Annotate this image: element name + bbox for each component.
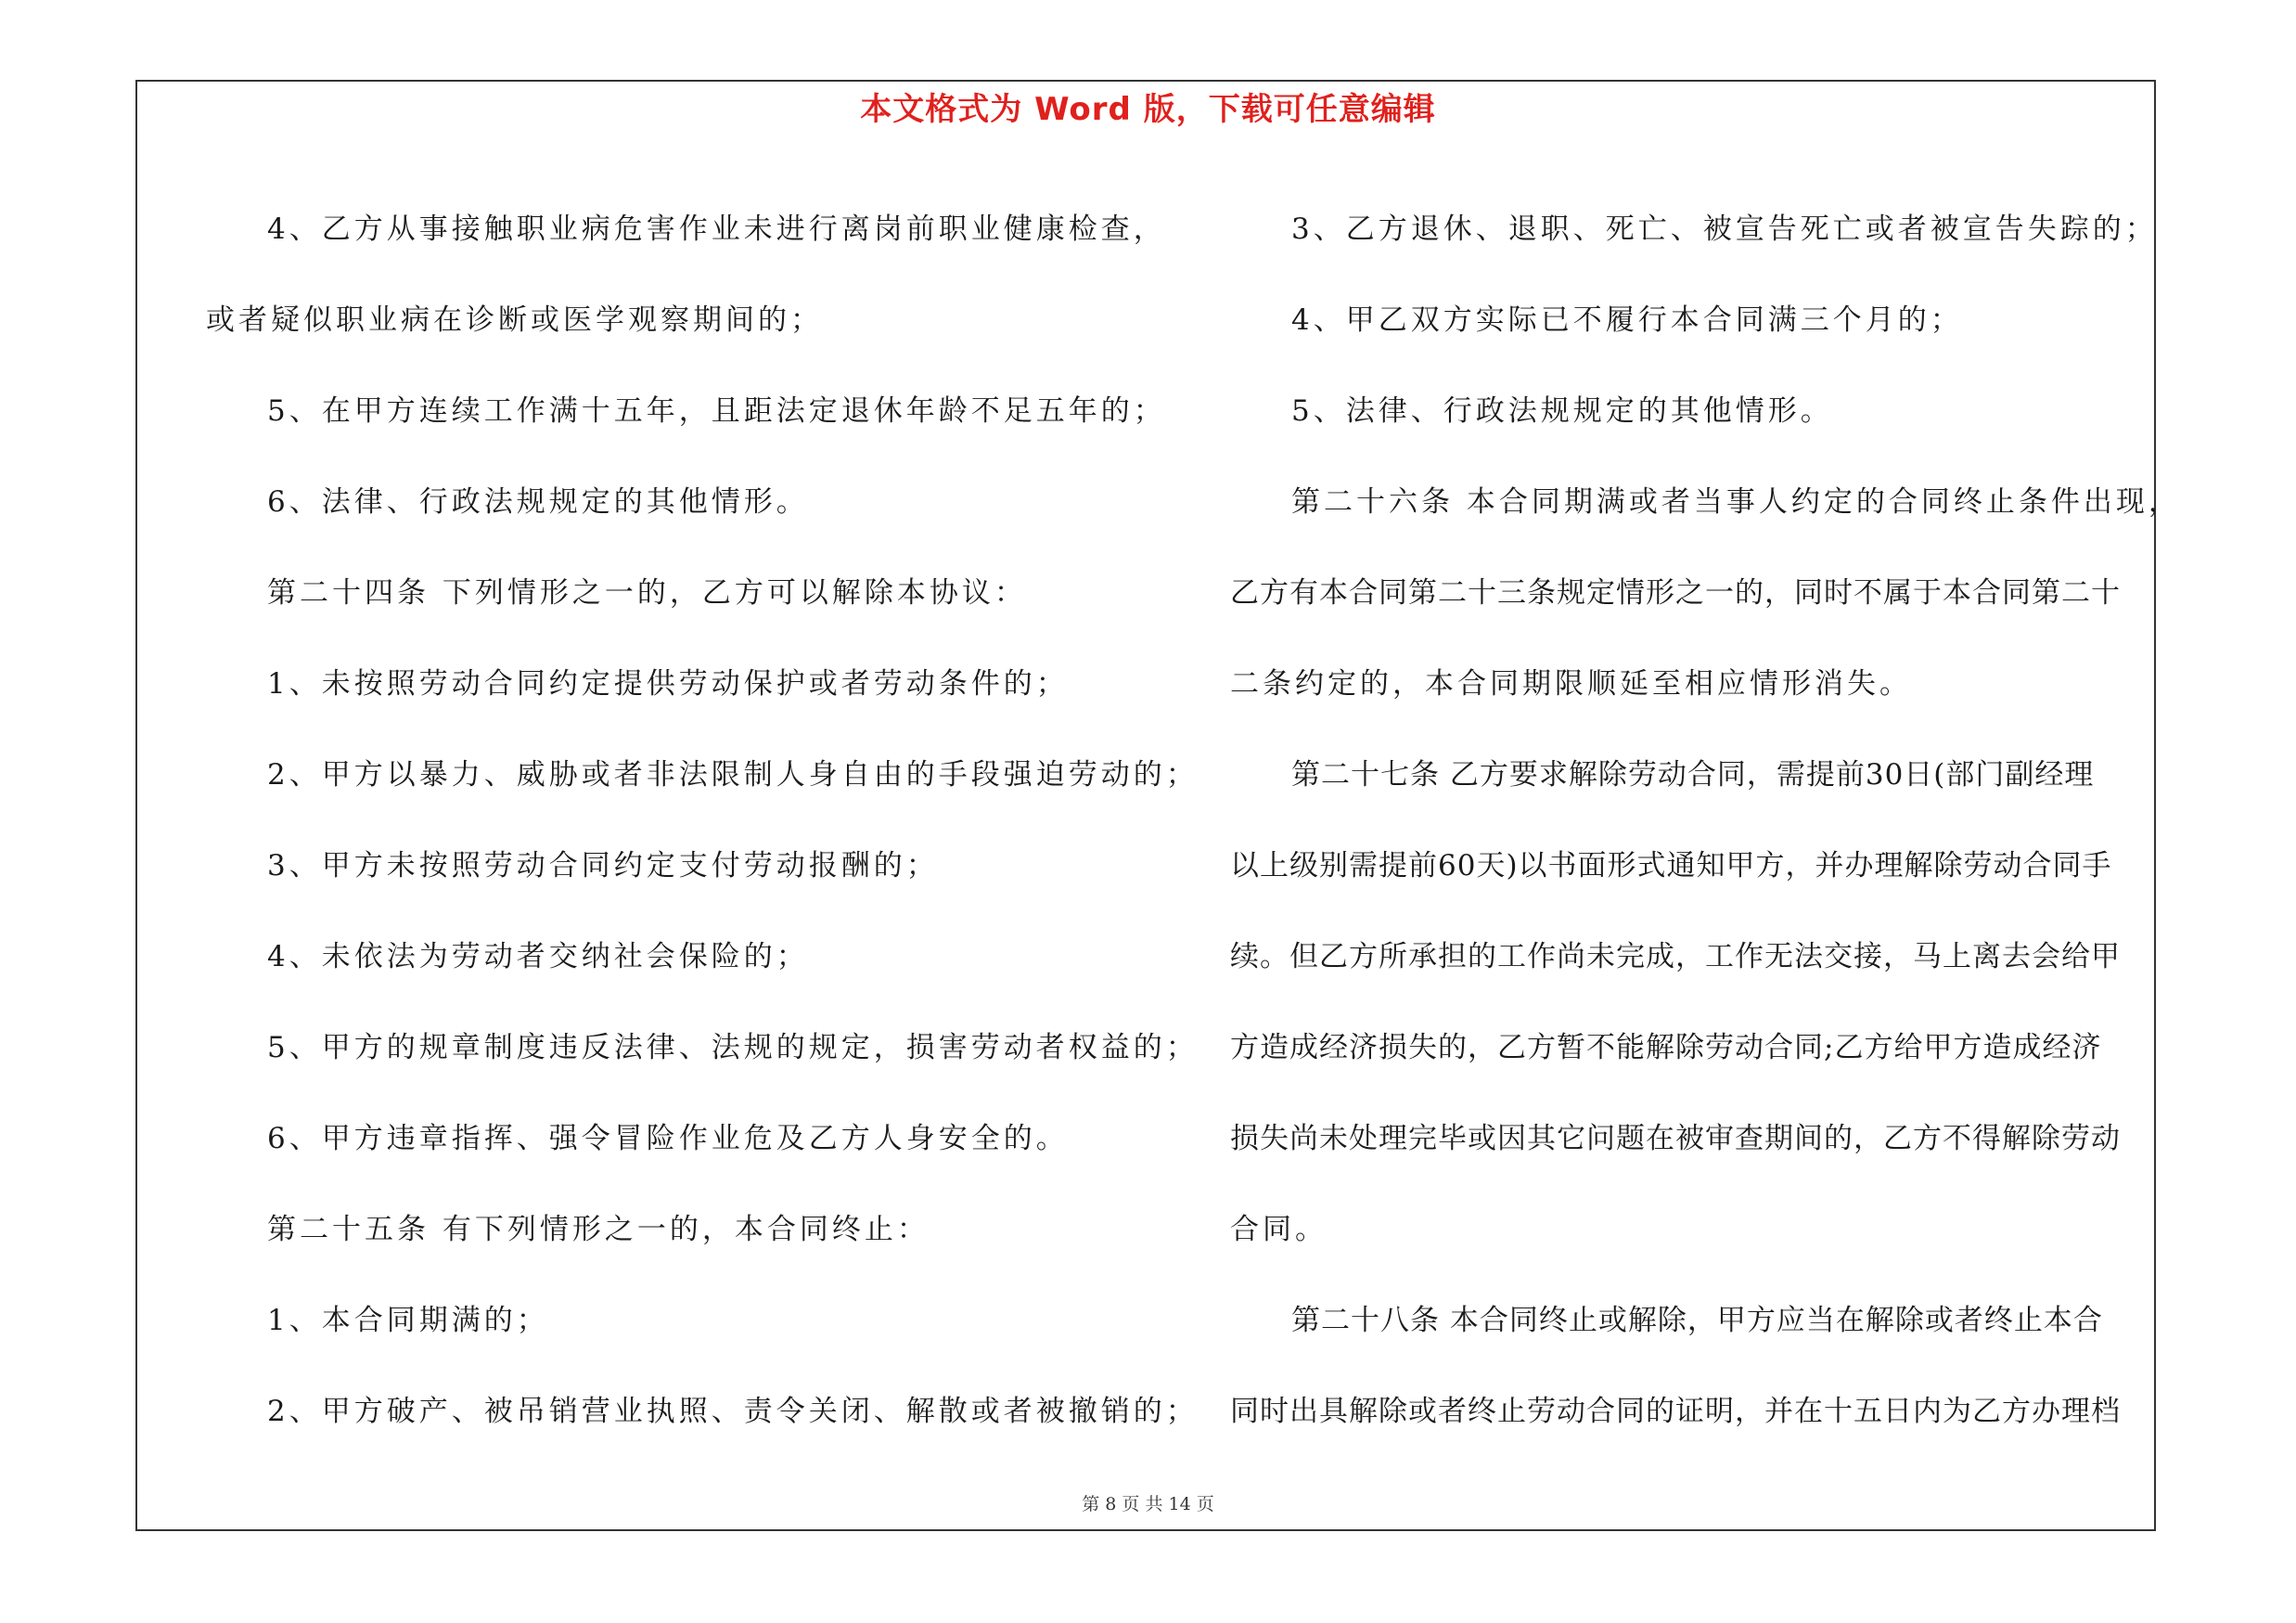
- right-text-column: [1230, 184, 2181, 1457]
- paragraph-line: 2、甲方破产、被吊销营业执照、责令关闭、解散或者被撤销的；: [267, 1395, 1199, 1428]
- paragraph-line: 损失尚未处理完毕或因其它问题在被审查期间的，乙方不得解除劳动: [1230, 1122, 2121, 1155]
- paragraph-line: 二条约定的，本合同期限顺延至相应情形消失。: [1230, 667, 1912, 701]
- article-heading-line: 第二十八条 本合同终止或解除，甲方应当在解除或者终止本合: [1291, 1304, 2103, 1337]
- paragraph-line: 5、在甲方连续工作满十五年，且距法定退休年龄不足五年的；: [267, 394, 1166, 428]
- paragraph-line: 合同。: [1230, 1213, 1328, 1246]
- paragraph-line: 2、甲方以暴力、威胁或者非法限制人身自由的手段强迫劳动的；: [267, 758, 1199, 792]
- article-heading-line: 第二十四条 下列情形之一的，乙方可以解除本协议：: [267, 576, 1027, 610]
- paragraph-line: 6、法律、行政法规规定的其他情形。: [267, 485, 809, 519]
- paragraph-line: 3、甲方未按照劳动合同约定支付劳动报酬的；: [267, 849, 939, 882]
- paragraph-line: 6、甲方违章指挥、强令冒险作业危及乙方人身安全的。: [267, 1122, 1069, 1155]
- paragraph-line: 1、本合同期满的；: [267, 1304, 549, 1337]
- paragraph-line: 或者疑似职业病在诊断或医学观察期间的；: [206, 303, 823, 337]
- article-heading-line: 第二十六条 本合同期满或者当事人约定的合同终止条件出现，: [1291, 485, 2181, 519]
- left-text-column: [206, 184, 1199, 1457]
- page-number-footer: 第 8 页 共 14 页: [1082, 1494, 1214, 1514]
- article-heading-line: 第二十七条 乙方要求解除劳动合同，需提前30日(部门副经理: [1291, 758, 2095, 792]
- paragraph-line: 方造成经济损失的，乙方暂不能解除劳动合同;乙方给甲方造成经济: [1230, 1031, 2102, 1064]
- paragraph-line: 4、甲乙双方实际已不履行本合同满三个月的；: [1291, 303, 1963, 337]
- paragraph-line: 5、甲方的规章制度违反法律、法规的规定，损害劳动者权益的；: [267, 1031, 1199, 1064]
- paragraph-line: 乙方有本合同第二十三条规定情形之一的，同时不属于本合同第二十: [1230, 576, 2121, 610]
- paragraph-line: 续。但乙方所承担的工作尚未完成，工作无法交接，马上离去会给甲: [1230, 940, 2121, 973]
- paragraph-line: 5、法律、行政法规规定的其他情形。: [1291, 394, 1833, 428]
- paragraph-line: 3、乙方退休、退职、死亡、被宣告死亡或者被宣告失踪的；: [1291, 213, 2158, 246]
- paragraph-line: 同时出具解除或者终止劳动合同的证明，并在十五日内为乙方办理档: [1230, 1395, 2121, 1428]
- paragraph-line: 4、乙方从事接触职业病危害作业未进行离岗前职业健康检查，: [267, 213, 1166, 246]
- article-heading-line: 第二十五条 有下列情形之一的，本合同终止：: [267, 1213, 930, 1246]
- paragraph-line: 以上级别需提前60天)以书面形式通知甲方，并办理解除劳动合同手: [1230, 849, 2112, 882]
- paragraph-line: 4、未依法为劳动者交纳社会保险的；: [267, 940, 809, 973]
- paragraph-line: 1、未按照劳动合同约定提供劳动保护或者劳动条件的；: [267, 667, 1069, 701]
- document-format-banner: 本文格式为 Word 版，下载可任意编辑: [860, 91, 1436, 128]
